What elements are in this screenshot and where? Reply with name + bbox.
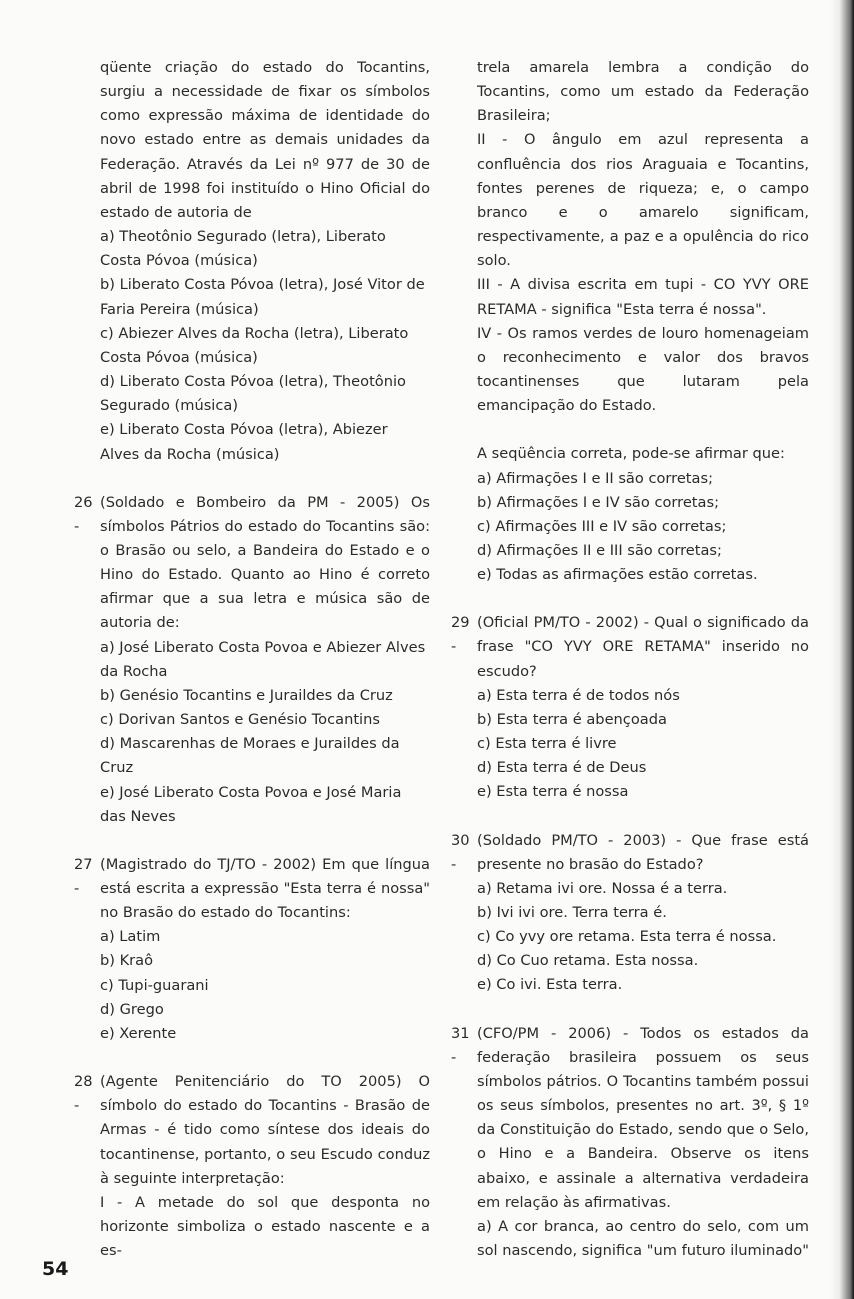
option-c: c) Esta terra é livre (477, 735, 617, 753)
statement-i: I - A metade do sol que desponta no horizonte simboliza o estado nascente e a es- (100, 1193, 430, 1260)
option-e: e) Todas as afirmações estão corretas. (477, 566, 758, 584)
question-number: 29 - (451, 614, 470, 656)
option-d: d) Afirmações II e III são corretas; (477, 541, 722, 559)
option-b: b) Liberato Costa Póvoa (letra), José Vitor de Faria Pereira (música) (100, 276, 425, 318)
statement-iii: III - A divisa escrita em tupi - CO YVY ORE RETAMA - significa "Esta terra é nossa". (477, 276, 809, 318)
option-b: b) Afirmações I e IV são corretas; (477, 493, 719, 511)
option-c: c) Co yvy ore retama. Esta terra é nossa. (477, 928, 777, 946)
option-d: d) Co Cuo retama. Esta nossa. (477, 952, 699, 970)
option-a: a) Esta terra é de todos nós (477, 686, 680, 704)
question-29 (451, 611, 809, 804)
option-c: c) Dorivan Santos e Genésio Tocantins (100, 711, 380, 729)
option-c: c) Tupi-guarani (100, 976, 209, 994)
option-e: e) Xerente (100, 1024, 177, 1042)
option-b: b) Ivi ivi ore. Terra terra é. (477, 904, 667, 921)
question-text: (CFO/PM - 2006) - Todos os estados da federação brasileira possuem os seus símbolos pátrios. O Tocantins também possui os seus símbolos, presentes no art. 3º, § 1º da Constituição do Estado, sendo que o Selo, o Hino e a Bandeira. Observe os itens abaixo, e assinale a alternativa verdadeira em relação às afirmativas. (477, 1024, 809, 1211)
option-b: b) Genésio Tocantins e Juraildes da Cruz (100, 686, 393, 704)
statement-i-continued: trela amarela lembra a condição do Tocantins, como um estado da Federação Brasileira; (477, 59, 809, 125)
option-d: d) Mascarenhas de Moraes e Juraildes da Cruz (100, 735, 400, 777)
continued-question (74, 56, 430, 467)
question-26 (74, 491, 430, 829)
continued-question (451, 56, 809, 587)
question-30 (451, 829, 809, 998)
option-e: e) José Liberato Costa Povoa e José Maria das Neves (100, 783, 402, 825)
question-number: 27 - (74, 855, 93, 897)
question-number: 30 - (451, 831, 470, 873)
option-a: a) Theotônio Segurado (letra), Liberato Costa Póvoa (música) (100, 228, 386, 270)
option-a: a) A cor branca, ao centro do selo, com um sol nascendo, significa "um futuro iluminado" (477, 1217, 809, 1260)
question-text: (Soldado e Bombeiro da PM - 2005) Os símbolos Pátrios do estado do Tocantins são: o Brasão ou selo, a Bandeira do Estado e o Hino do Estado. Quanto ao Hino é correto afirmar que a sua letra e música são de autoria de: (100, 493, 430, 632)
option-e: e) Liberato Costa Póvoa (letra), Abiezer Alves da Rocha (música) (100, 421, 388, 463)
question-prompt: A seqüência correta, pode-se afirmar que: (477, 445, 785, 463)
question-text: (Soldado PM/TO - 2003) - Que frase está presente no brasão do Estado? (477, 831, 809, 873)
option-b: b) Esta terra é abençoada (477, 710, 667, 728)
left-column (74, 56, 430, 1263)
question-number: 26 - (74, 493, 93, 535)
option-d: d) Grego (100, 1000, 164, 1018)
right-column (451, 56, 809, 1263)
question-number: 31 - (451, 1024, 470, 1066)
statement-iv: IV - Os ramos verdes de louro homenageiam o reconhecimento e valor dos bravos tocantinenses que lutaram pela emancipação do Estado. (477, 324, 809, 415)
question-text: qüente criação do estado do Tocantins, surgiu a necessidade de fixar os símbolos como expressão máxima de identidade do novo estado entre as demais unidades da Federação. Através da Lei nº 977 de 30 de abril de 1998 foi instituído o Hino Oficial do estado de autoria de (100, 59, 430, 221)
question-text: (Magistrado do TJ/TO - 2002) Em que língua está escrita a expressão "Esta terra é nossa" no Brasão do estado do Tocantins: (100, 855, 430, 922)
option-d: d) Esta terra é de Deus (477, 759, 647, 777)
question-number: 28 - (74, 1073, 93, 1115)
question-27 (74, 853, 430, 1046)
question-28 (74, 1070, 430, 1263)
question-text: (Agente Penitenciário do TO 2005) O símbolo do estado do Tocantins - Brasão de Armas - é tido como síntese dos ideais do tocantinense, portanto, o seu Escudo conduz à seguinte interpretação: (100, 1073, 430, 1187)
option-a: a) Retama ivi ore. Nossa é a terra. (477, 879, 728, 897)
page-number: 54 (42, 1258, 69, 1280)
option-e: e) Co ivi. Esta terra. (477, 976, 623, 994)
question-31 (451, 1022, 809, 1264)
statement-ii: II - O ângulo em azul representa a confluência dos rios Araguaia e Tocantins, fontes perenes de riqueza; e, o campo branco e o amarelo significam, respectivamente, a paz e a opulência do rico solo. (477, 131, 809, 270)
page-edge-shadow (830, 0, 854, 1299)
option-a: a) Afirmações I e II são corretas; (477, 469, 713, 487)
option-c: c) Abiezer Alves da Rocha (letra), Liberato Costa Póvoa (música) (100, 324, 409, 366)
question-text: (Oficial PM/TO - 2002) - Qual o significado da frase "CO YVY ORE RETAMA" inserido no escudo? (477, 614, 809, 680)
option-a: a) José Liberato Costa Povoa e Abiezer Alves da Rocha (100, 638, 426, 680)
option-a: a) Latim (100, 928, 161, 946)
option-c: c) Afirmações III e IV são corretas; (477, 517, 727, 535)
option-e: e) Esta terra é nossa (477, 783, 629, 801)
option-b: b) Kraô (100, 952, 154, 970)
option-d: d) Liberato Costa Póvoa (letra), Theotônio Segurado (música) (100, 373, 406, 415)
